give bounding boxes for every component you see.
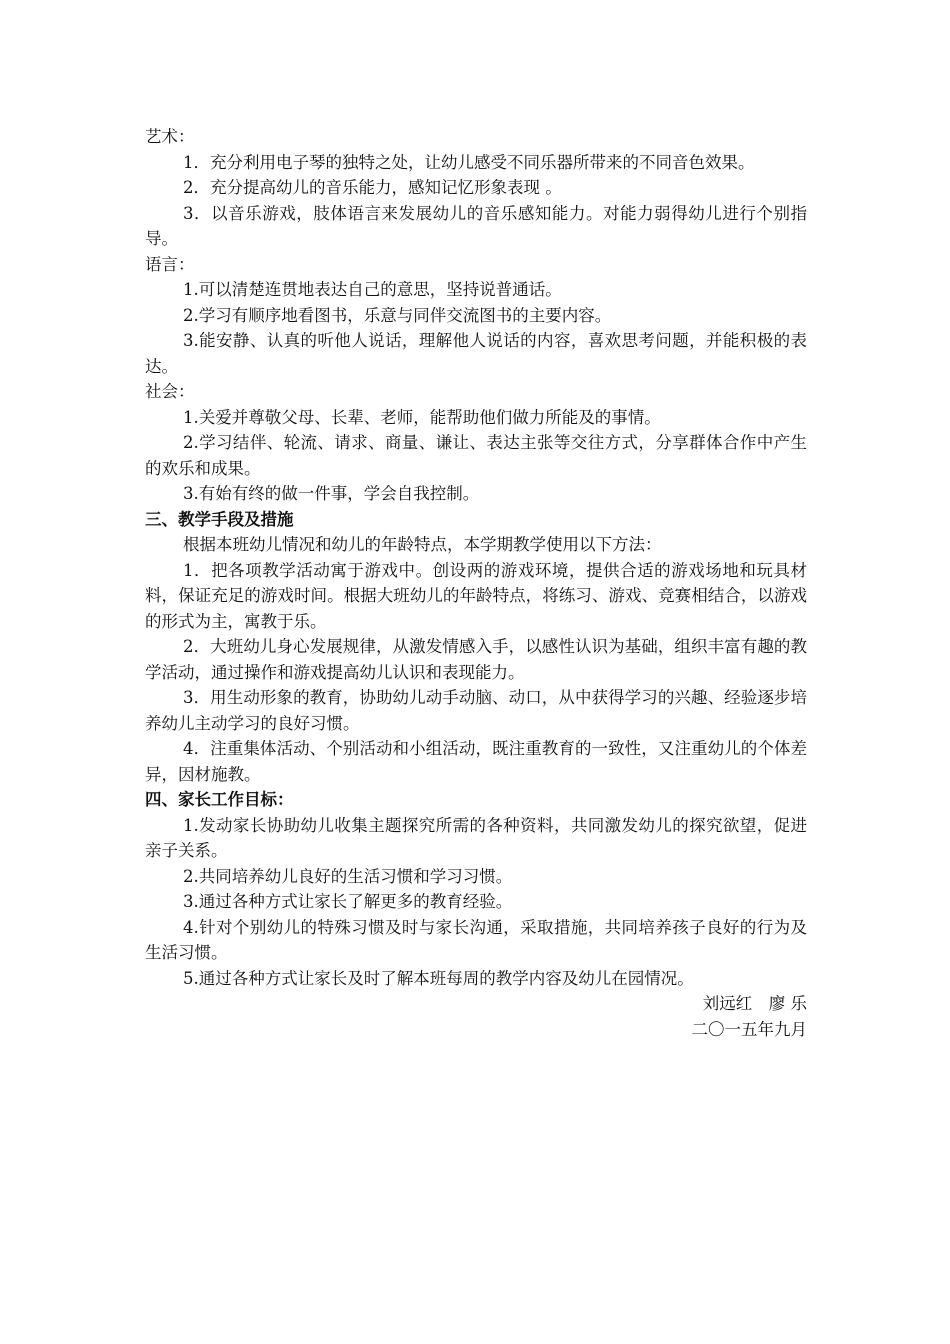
- parents-item-5: 5.通过各种方式让家长及时了解本班每周的教学内容及幼儿在园情况。: [183, 968, 694, 988]
- parents-item-2: 2.共同培养幼儿良好的生活习惯和学习习惯。: [183, 866, 513, 886]
- document-body: [145, 124, 807, 1042]
- parents-item-4: 4.针对个别幼儿的特殊习惯及时与家长沟通，采取措施，共同培养孩子良好的行为及生活习惯。: [145, 917, 807, 962]
- section-heading-parents: 四、家长工作目标：: [145, 790, 294, 809]
- art-item-2: 2．充分提高幼儿的音乐能力，感知记忆形象表现 。: [183, 178, 562, 197]
- methods-item-3: 3．用生动形象的教育，协助幼儿动手动脑、动口，从中获得学习的兴趣、经验逐步培养幼儿主动学习的良好习惯。: [145, 688, 807, 733]
- language-item-2: 2.学习有顺序地看图书，乐意与同伴交流图书的主要内容。: [183, 305, 612, 325]
- section-title-art: 艺术：: [145, 127, 195, 146]
- section-title-language: 语言：: [145, 254, 195, 274]
- signature-authors: 刘远红 廖 乐: [702, 994, 807, 1013]
- society-item-1: 1.关爱并尊敬父母、长辈、老师，能帮助他们做力所能及的事情。: [183, 407, 661, 427]
- art-item-1: 1．充分利用电子琴的独特之处，让幼儿感受不同乐器所带来的不同音色效果。: [183, 152, 755, 172]
- methods-intro: 根据本班幼儿情况和幼儿的年龄特点，本学期教学使用以下方法：: [183, 535, 662, 554]
- parents-item-3: 3.通过各种方式让家长了解更多的教育经验。: [183, 892, 513, 911]
- parents-item-1: 1.发动家长协助幼儿收集主题探究所需的各种资料，共同激发幼儿的探究欲望，促进亲子关系。: [145, 815, 807, 860]
- section-title-society: 社会：: [145, 382, 195, 401]
- signature-date: 二〇一五年九月: [691, 1019, 807, 1039]
- methods-item-4: 4．注重集体活动、个别活动和小组活动，既注重教育的一致性，又注重幼儿的个体差异，因材施教。: [145, 739, 807, 784]
- section-heading-methods: 三、教学手段及措施: [145, 509, 294, 529]
- society-item-3: 3.有始有终的做一件事，学会自我控制。: [183, 484, 480, 503]
- language-item-3: 3.能安静、认真的听他人说话，理解他人说话的内容，喜欢思考问题，并能积极的表达。: [145, 331, 807, 376]
- language-item-1: 1.可以清楚连贯地表达自己的意思，坚持说普通话。: [183, 280, 562, 299]
- society-item-2: 2.学习结伴、轮流、请求、商量、谦让、表达主张等交往方式，分享群体合作中产生的欢乐和成果。: [145, 433, 807, 478]
- methods-item-2: 2．大班幼儿身心发展规律，从激发情感入手，以感性认识为基础，组织丰富有趣的教学活动，通过操作和游戏提高幼儿认识和表现能力。: [145, 637, 807, 682]
- art-item-3: 3．以音乐游戏，肢体语言来发展幼儿的音乐感知能力。对能力弱得幼儿进行个别指导。: [145, 203, 807, 248]
- methods-item-1: 1．把各项教学活动寓于游戏中。创设两的游戏环境，提供合适的游戏场地和玩具材料，保证充足的游戏时间。根据大班幼儿的年龄特点，将练习、游戏、竞赛相结合，以游戏的形式为主，寓教于乐。: [145, 560, 807, 631]
